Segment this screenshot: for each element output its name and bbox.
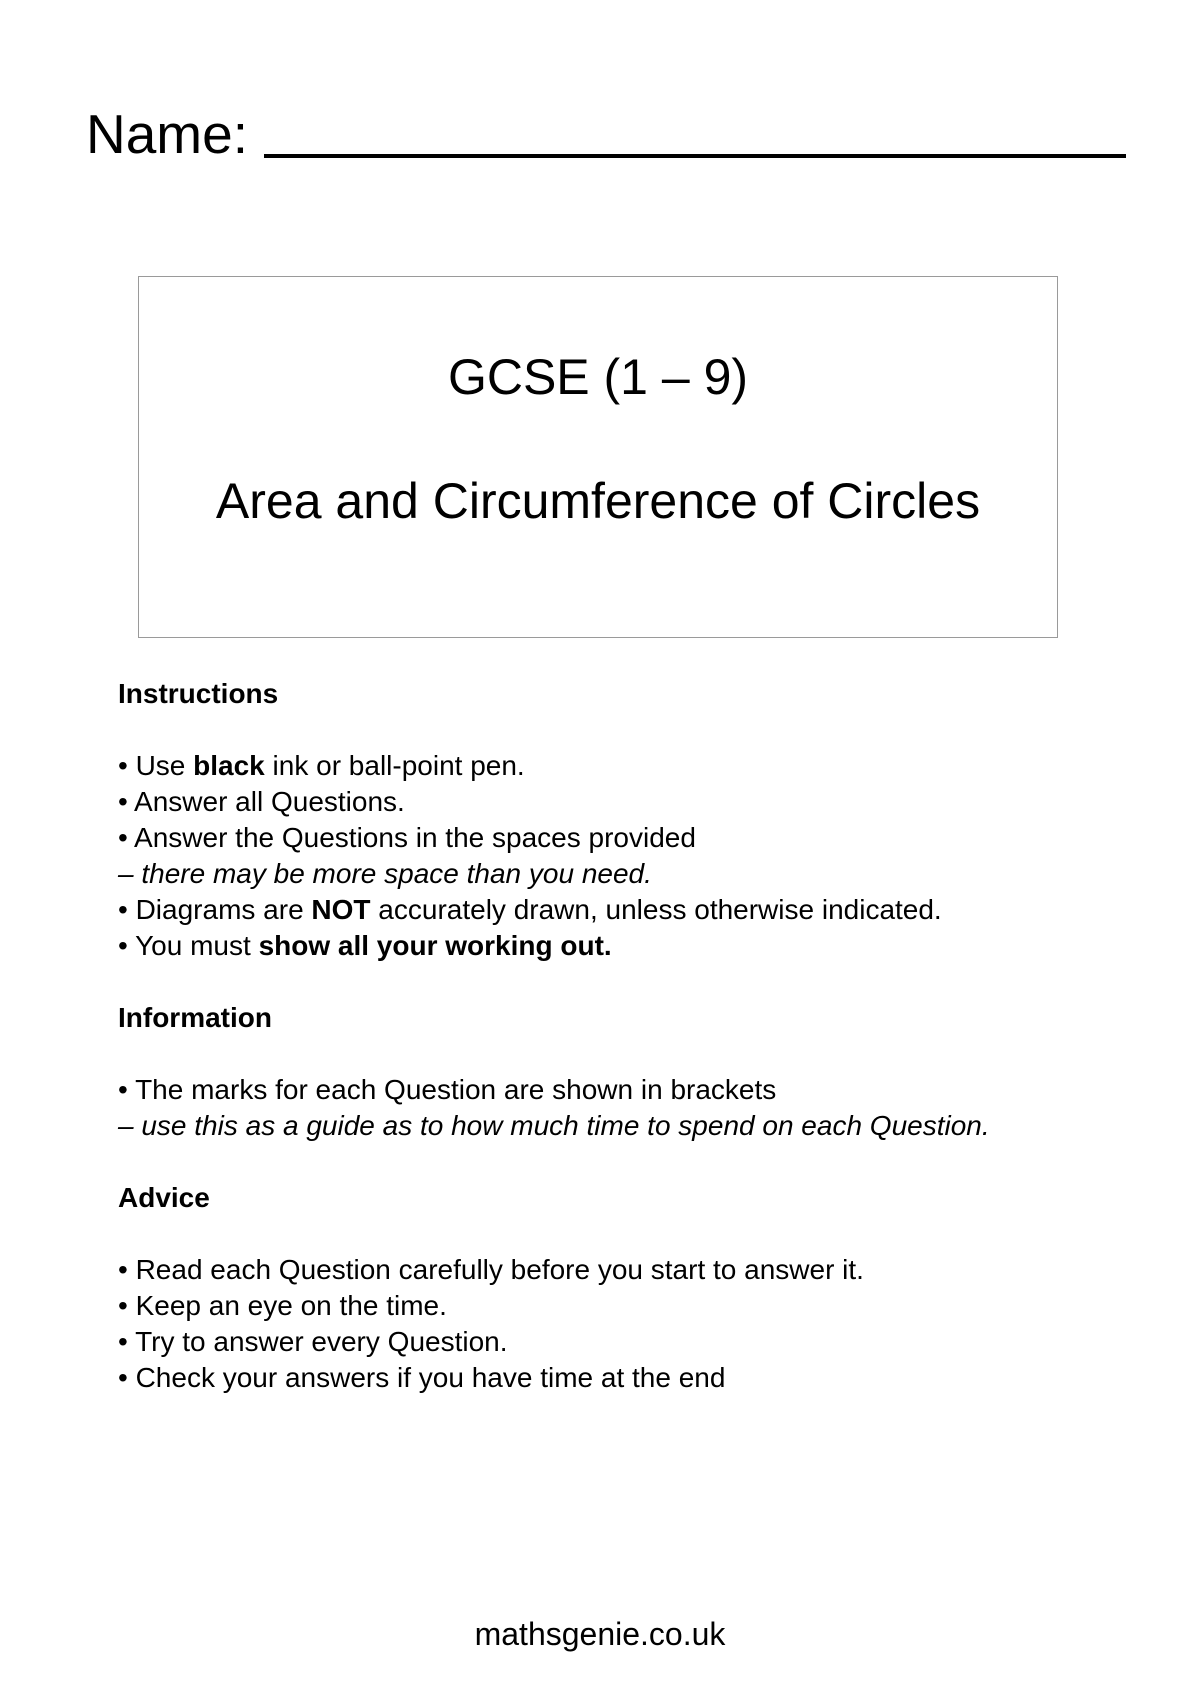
information-section	[118, 1000, 1178, 1144]
instruction-item: • Answer all Questions.	[118, 786, 405, 817]
instruction-note	[118, 856, 1178, 892]
instructions-heading: Instructions	[118, 678, 279, 709]
instruction-emphasis: NOT	[311, 894, 371, 925]
advice-item: • Try to answer every Question.	[118, 1326, 508, 1357]
instruction-text: • You must	[118, 930, 259, 961]
name-row	[86, 104, 1126, 164]
instruction-text: accurately drawn, unless otherwise indicated.	[370, 894, 942, 925]
front-page-content	[118, 676, 1178, 1432]
advice-item: • Check your answers if you have time at the end	[118, 1362, 726, 1393]
advice-section	[118, 1180, 1178, 1396]
name-answer-line	[264, 154, 1126, 158]
title-box	[138, 276, 1058, 638]
information-heading: Information	[118, 1002, 272, 1033]
advice-heading: Advice	[118, 1182, 210, 1213]
instruction-text: • Use	[118, 750, 194, 781]
instruction-item: • Answer the Questions in the spaces provided	[118, 822, 696, 853]
information-note	[118, 1108, 1178, 1144]
instruction-item	[118, 748, 1178, 784]
instruction-note-text: – there may be more space than you need.	[118, 858, 652, 889]
advice-item: • Keep an eye on the time.	[118, 1290, 447, 1321]
instruction-text: • Diagrams are	[118, 894, 312, 925]
information-item: • The marks for each Question are shown in brackets	[118, 1074, 777, 1105]
instruction-item	[118, 892, 1178, 928]
instruction-emphasis: show all your working out.	[258, 930, 612, 961]
instruction-emphasis: black	[193, 750, 265, 781]
exam-level-title: GCSE (1 – 9)	[447, 349, 749, 405]
information-note-text: – use this as a guide as to how much time to spend on each Question.	[118, 1110, 990, 1141]
instruction-item	[118, 928, 1178, 964]
paper-topic-title: Area and Circumference of Circles	[215, 473, 981, 529]
footer-website: mathsgenie.co.uk	[474, 1616, 726, 1652]
name-label: Name:	[86, 103, 248, 165]
advice-item: • Read each Question carefully before you start to answer it.	[118, 1254, 864, 1285]
instruction-text: ink or ball-point pen.	[264, 750, 525, 781]
instructions-section	[118, 676, 1178, 964]
